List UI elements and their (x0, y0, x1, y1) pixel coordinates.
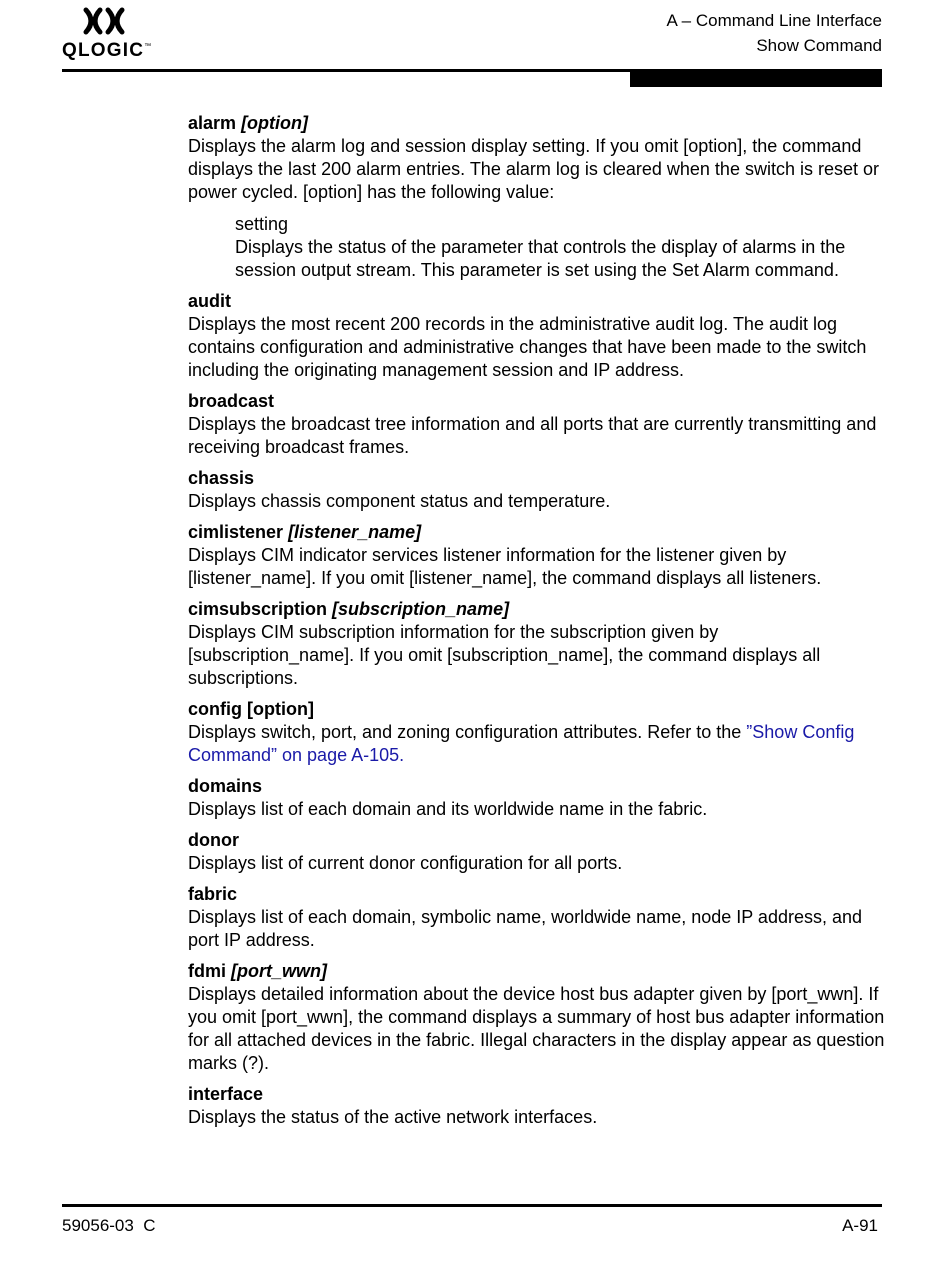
entry-interface (188, 1083, 888, 1129)
term-description: Displays detailed information about the device host bus adapter given by [port_wwn]. If you omit [port_wwn], the command displays a summary of host bus adapter information for all attached devices in the fabric. Illegal characters in the display appear as question marks (?). (188, 984, 885, 1073)
logo-wordmark: QLOGIC™ (62, 40, 153, 61)
qlogic-mark-icon (82, 6, 126, 36)
entry-config (188, 698, 888, 767)
term-description: Displays the alarm log and session display setting. If you omit [option], the command displays the last 200 alarm entries. The alarm log is cleared when the switch is reset or power cycled. [option] has the following value: (188, 136, 879, 202)
term-description: Displays chassis component status and temperature. (188, 491, 611, 511)
term-heading: config [option] (188, 699, 314, 719)
term-description: Displays list of current donor configuration for all ports. (188, 853, 623, 873)
term-heading: cimlistener [listener_name] (188, 522, 422, 542)
term-description: Displays the broadcast tree information and all ports that are currently transmitting and receiving broadcast frames. (188, 414, 877, 457)
term-heading: broadcast (188, 391, 275, 411)
footer-rule (62, 1204, 882, 1207)
term-description: Displays list of each domain, symbolic name, worldwide name, node IP address, and port IP address. (188, 907, 863, 950)
document-number: 59056-03 C (62, 1216, 156, 1235)
entry-broadcast (188, 390, 888, 459)
term-heading: audit (188, 291, 231, 311)
header-tab-bar (630, 71, 882, 87)
term-heading: domains (188, 776, 263, 796)
term-heading: fdmi [port_wwn] (188, 961, 328, 981)
entry-cimsubscription (188, 598, 888, 690)
entry-fdmi (188, 960, 888, 1075)
entry-donor (188, 829, 888, 875)
entry-fabric (188, 883, 888, 952)
term-description: Displays switch, port, and zoning configuration attributes. Refer to the ”Show Config Command” on page A-105. (188, 722, 855, 765)
term-description: Displays CIM subscription information for the subscription given by [subscription_name]. If you omit [subscription_name], the command displays all subscriptions. (188, 622, 821, 688)
entry-cimlistener (188, 521, 888, 590)
term-description: Displays the most recent 200 records in the administrative audit log. The audit log contains configuration and administrative changes that have been made to the switch including the originating management session and IP address. (188, 314, 867, 380)
show-config-command-link[interactable]: ”Show Config Command” on page A-105. (188, 722, 855, 765)
entry-domains (188, 775, 888, 821)
term-heading: chassis (188, 468, 255, 488)
term-heading: donor (188, 830, 239, 850)
term-description: Displays CIM indicator services listener information for the listener given by [listener_name]. If you omit [listener_name], the command displays all listeners. (188, 545, 822, 588)
term-heading: cimsubscription [subscription_name] (188, 599, 510, 619)
running-header (667, 8, 882, 58)
header-chapter: A – Command Line Interface (666, 11, 882, 30)
sub-entry-setting (235, 213, 888, 282)
term-heading: alarm [option] (188, 113, 309, 133)
entry-chassis (188, 467, 888, 513)
term-heading: fabric (188, 884, 238, 904)
entry-audit (188, 290, 888, 382)
sub-term: setting (235, 214, 289, 234)
entry-alarm (188, 112, 888, 282)
sub-term-description: Displays the status of the parameter that controls the display of alarms in the session output stream. This parameter is set using the Set Alarm command. (235, 237, 846, 280)
header-section: Show Command (756, 36, 882, 55)
term-description: Displays list of each domain and its worldwide name in the fabric. (188, 799, 708, 819)
qlogic-logo (62, 6, 152, 60)
term-description: Displays the status of the active network interfaces. (188, 1107, 598, 1127)
term-heading: interface (188, 1084, 264, 1104)
page-number: A-91 (842, 1216, 878, 1235)
command-list (188, 112, 888, 1137)
